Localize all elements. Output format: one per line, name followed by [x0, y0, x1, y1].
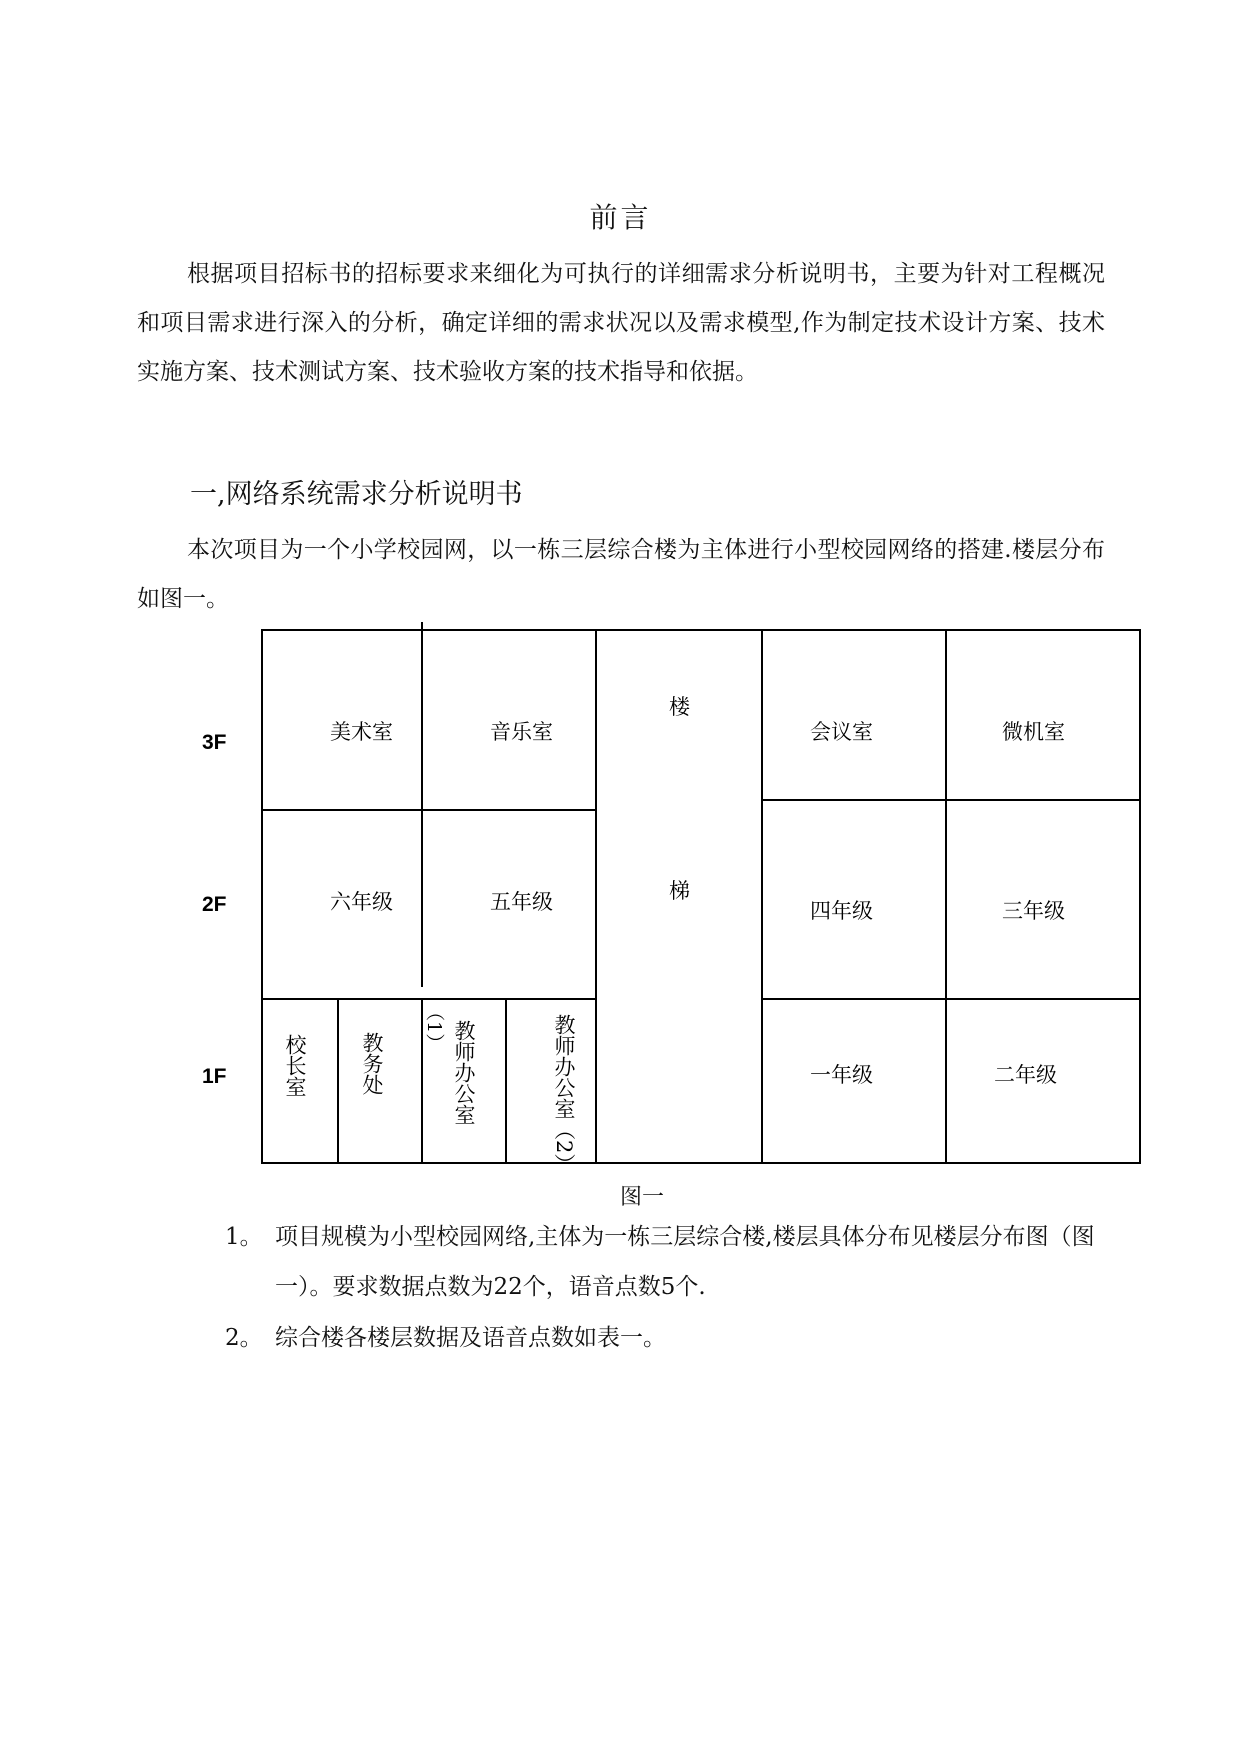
list-item — [225, 1313, 1105, 1363]
room-grade-3: 三年级 — [1002, 899, 1065, 923]
room-principal: 校长室 — [283, 1034, 307, 1097]
room-art: 美术室 — [330, 720, 393, 744]
section-intro: 本次项目为一个小学校园网，以一栋三层综合楼为主体进行小型校园网络的搭建.楼层分布如图一。 — [137, 537, 1105, 612]
room-grade-6: 六年级 — [330, 890, 393, 914]
floor-label-3f: 3F — [202, 731, 227, 754]
stairs-char-2: 梯 — [669, 879, 690, 903]
preface-paragraph: 根据项目招标书的招标要求来细化为可执行的详细需求分析说明书，主要为针对工程概况和项目需求进行深入的分析，确定详细的需求状况以及需求模型,作为制定技术设计方案、技术实施方案、技术测试方案、技术验收方案的技术指导和依据。 — [137, 261, 1105, 385]
list-item — [225, 1212, 1105, 1312]
preface-title: 前言 — [589, 201, 652, 234]
room-meeting: 会议室 — [810, 720, 873, 744]
floor-plan-diagram — [160, 622, 1160, 1186]
room-grade-2: 二年级 — [994, 1063, 1057, 1087]
room-teacher-office-1: 教师办公室 — [452, 1020, 476, 1125]
room-music: 音乐室 — [490, 720, 553, 744]
stairs-char-1: 楼 — [669, 695, 690, 719]
figure-caption: 图一 — [620, 1185, 665, 1210]
list-item-text: 项目规模为小型校园网络,主体为一栋三层综合楼,楼层具体分布见楼层分布图（图一）。要求数据点数为22个，语音点数5个. — [275, 1224, 1095, 1300]
floor-plan-svg — [160, 622, 1160, 1182]
room-grade-5: 五年级 — [490, 890, 553, 914]
list-item-text: 综合楼各楼层数据及语音点数如表一。 — [275, 1325, 666, 1351]
floor-label-1f: 1F — [202, 1065, 227, 1088]
room-grade-1: 一年级 — [810, 1063, 873, 1087]
room-academic-affairs: 教务处 — [360, 1032, 384, 1095]
list-item-number: 1。 — [225, 1224, 263, 1250]
room-grade-4: 四年级 — [810, 899, 873, 923]
floor-label-2f: 2F — [202, 893, 227, 916]
section-heading: 一,网络系统需求分析说明书 — [190, 479, 523, 510]
room-teacher-office-2: 教师办公室（2） — [552, 1014, 576, 1175]
room-teacher-office-1-number: （1） — [423, 1002, 445, 1053]
list-item-number: 2。 — [225, 1325, 263, 1351]
room-computer-lab: 微机室 — [1002, 720, 1065, 744]
